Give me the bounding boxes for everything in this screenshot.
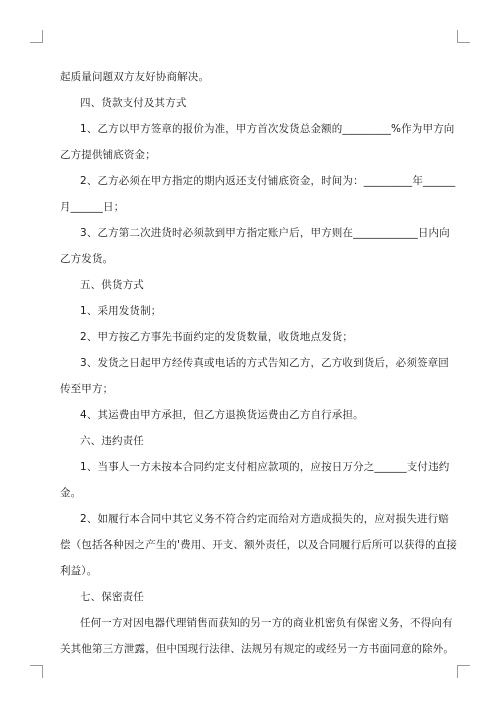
text-line-breach-1b: 金。 xyxy=(60,487,82,499)
text-line-payment-2b: 月______日； xyxy=(60,201,125,213)
text-line-breach-1a: 1、当事人一方未按本合同约定支付相应款项的，应按日万分之______支付违约 xyxy=(80,461,450,473)
text-line-confidentiality-b: 关其他第三方泄露，但中国现行法律、法规另有规定的或经另一方书面同意的除外。 xyxy=(60,643,455,655)
text-line-payment-3b: 乙方发货。 xyxy=(60,253,114,265)
text-line-breach-2a: 2、如履行本合同中其它义务不符合约定而给对方造成损失的，应对损失进行赔 xyxy=(80,513,449,525)
crop-mark-bottom-right xyxy=(457,665,470,678)
section-heading-breach: 六、违约责任 xyxy=(80,435,144,447)
text-line-supply-1: 1、采用发货制； xyxy=(80,305,162,317)
text-line-payment-2a: 2、乙方必须在甲方指定的期内返还支付铺底资金，时间为：_________年______ xyxy=(80,175,456,187)
text-line-payment-1a: 1、乙方以甲方签章的报价为准，甲方首次发货总金额的_________%作为甲方向 xyxy=(80,123,455,135)
section-heading-supply: 五、供货方式 xyxy=(80,279,144,291)
text-line-supply-3a: 3、发货之日起甲方经传真或电话的方式告知乙方，乙方收到货后，必须签章回 xyxy=(80,357,449,369)
text-line-supply-3b: 传至甲方； xyxy=(60,383,114,395)
section-heading-payment: 四、货款支付及其方式 xyxy=(80,97,187,109)
text-line-supply-2: 2、甲方按乙方事先书面约定的发货数量，收货地点发货； xyxy=(80,331,354,343)
text-line-supply-4: 4、其运费由甲方承担，但乙方退换货运费由乙方自行承担。 xyxy=(80,409,364,421)
text-line-breach-2b: 偿（包括各种因之产生的'费用、开支、额外责任，以及合同履行后所可以获得的直接 xyxy=(60,539,458,551)
crop-mark-top-left xyxy=(30,30,43,43)
text-line-confidentiality-a: 任何一方对因电器代理销售而获知的另一方的商业机密负有保密义务，不得向有 xyxy=(80,617,453,629)
text-line-quality-resolution: 起质量问题双方友好协商解决。 xyxy=(60,71,210,83)
text-line-payment-1b: 乙方提供铺底资金； xyxy=(60,149,156,161)
crop-mark-bottom-left xyxy=(30,665,43,678)
text-line-breach-2c: 利益）。 xyxy=(60,565,98,577)
text-line-payment-3a: 3、乙方第二次进货时必须款到甲方指定账户后，甲方则在____________日内向 xyxy=(80,227,450,239)
section-heading-confidentiality: 七、保密责任 xyxy=(80,591,144,603)
crop-mark-top-right xyxy=(457,30,470,43)
